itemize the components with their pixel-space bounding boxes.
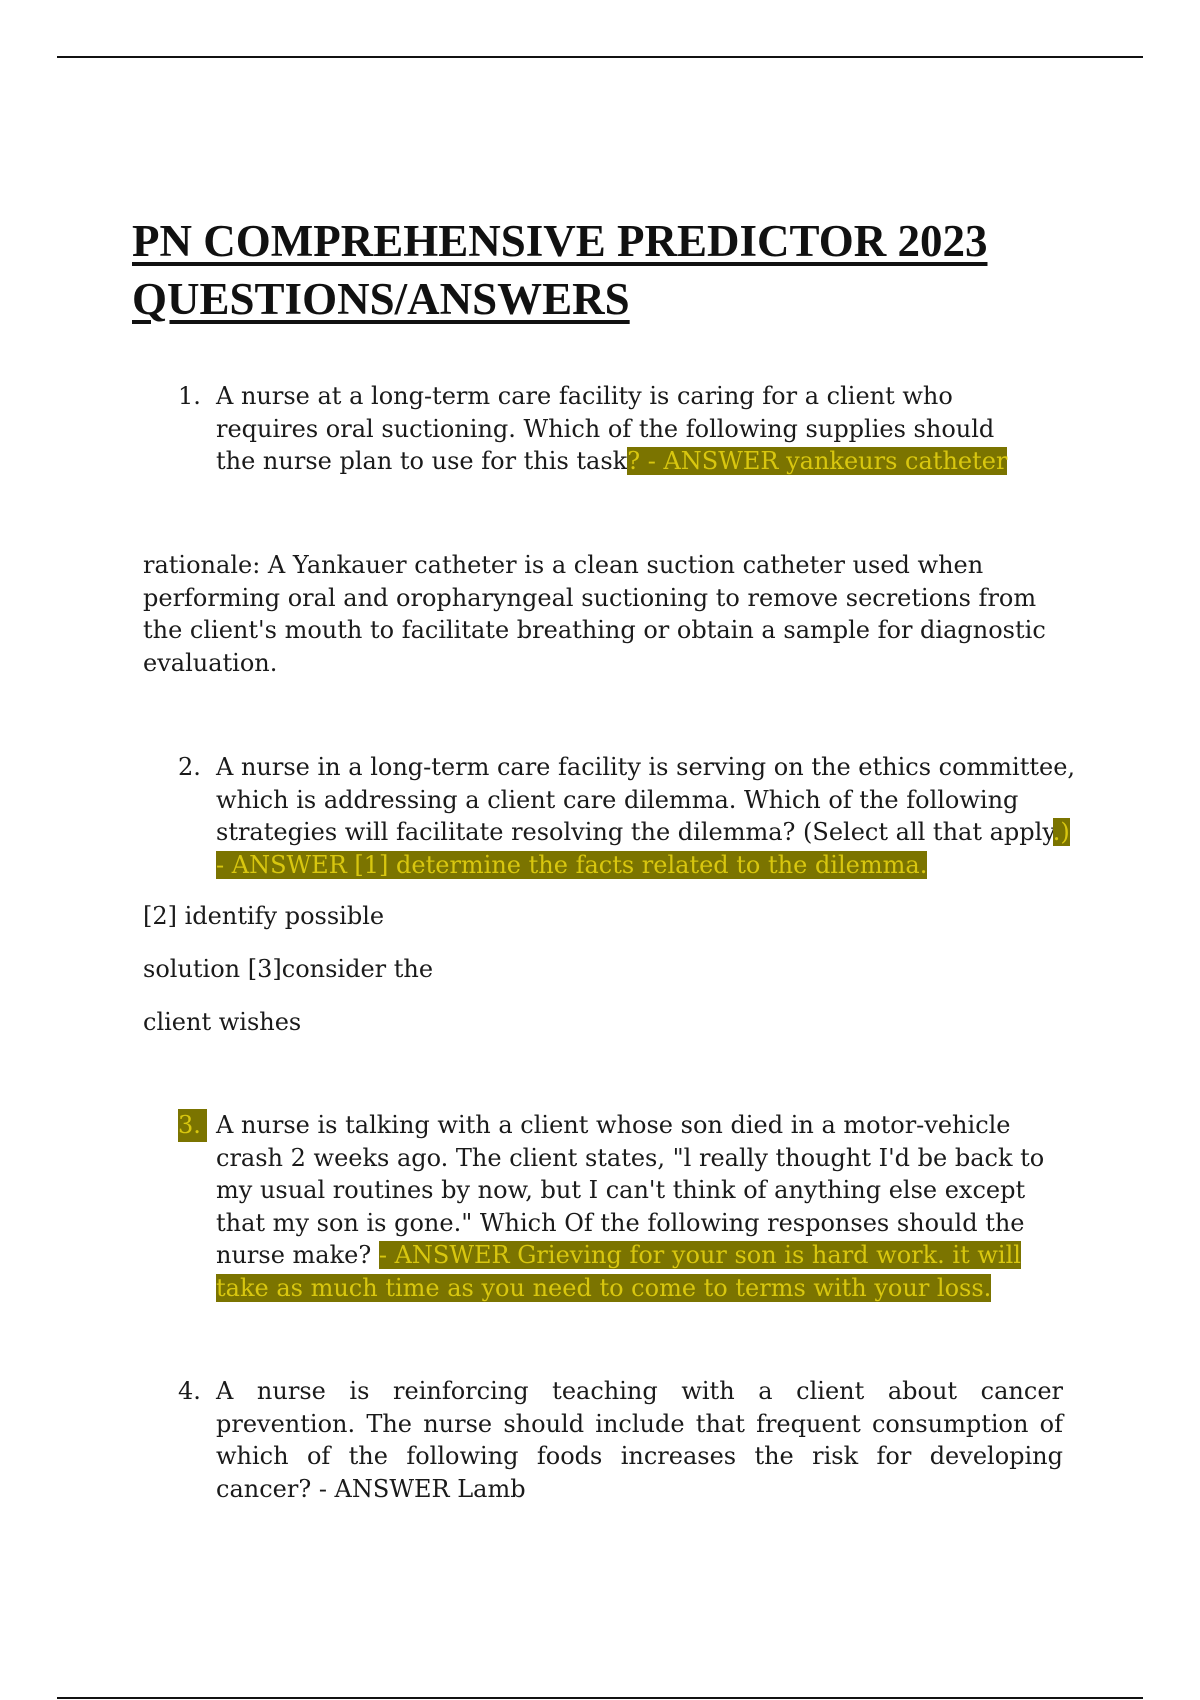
title-line-1: PN COMPREHENSIVE PREDICTOR 2023 <box>132 216 988 266</box>
rationale-line: rationale: A Yankauer catheter is a clean suction catheter used when <box>143 551 984 579</box>
question-number: 2. <box>178 753 201 781</box>
question-line <box>216 849 1098 882</box>
question-4 <box>178 1375 1063 1505</box>
question-line: my usual routines by now, but I can't think of anything else except <box>216 1176 1026 1204</box>
page-title <box>132 212 1092 328</box>
question-line <box>216 445 1083 478</box>
rationale-paragraph <box>143 549 1063 679</box>
question-2 <box>178 751 1098 881</box>
rationale-line: performing oral and oropharyngeal suctioning to remove secretions from <box>143 583 1037 612</box>
question-line: which is addressing a client care dilemma. Which of the following <box>216 785 1019 814</box>
question-line: cancer? - ANSWER Lamb <box>216 1474 526 1503</box>
rationale-line: the client's mouth to facilitate breathing or obtain a sample for diagnostic <box>143 616 1046 644</box>
question-1 <box>178 380 1083 478</box>
answer-highlight: ? - ANSWER yankeurs catheter <box>627 447 1008 475</box>
answer-continuation: client wishes <box>143 1008 302 1036</box>
question-line: requires oral suctioning. Which of the following supplies should <box>216 414 995 443</box>
question-line: prevention. The nurse should include that frequent consumption of <box>216 1409 1063 1438</box>
question-number: 1. <box>178 382 201 410</box>
answer-continuation: solution [3]consider the <box>143 955 434 983</box>
question-line <box>216 1239 1083 1272</box>
question-text <box>216 1109 1083 1304</box>
question-line <box>216 1272 1083 1305</box>
question-text <box>216 1375 1063 1505</box>
answer-highlight: .) <box>1052 818 1070 846</box>
question-line: A nurse in a long-term care facility is serving on the ethics committee, <box>216 753 1076 781</box>
footer-rule <box>57 1697 1143 1699</box>
rationale-line: evaluation. <box>143 648 278 677</box>
answer-highlight: - ANSWER [1] determine the facts related to the dilemma. <box>216 850 928 879</box>
question-text-fragment: nurse make? <box>216 1241 379 1269</box>
question-line: which of the following foods increases the risk for developing <box>216 1442 1063 1470</box>
question-text <box>216 751 1098 881</box>
question-line: crash 2 weeks ago. The client states, "l really thought I'd be back to <box>216 1143 1045 1172</box>
question-line: A nurse at a long-term care facility is caring for a client who <box>216 382 953 410</box>
title-line-2: QUESTIONS/ANSWERS <box>132 274 630 324</box>
question-number: 3. <box>178 1109 207 1142</box>
question-3 <box>178 1109 1083 1304</box>
answer-highlight: - ANSWER Grieving for your son is hard work. it will <box>378 1241 1021 1269</box>
question-line: A nurse is reinforcing teaching with a client about cancer <box>216 1377 1063 1405</box>
header-rule <box>57 56 1143 58</box>
question-line <box>216 816 1098 849</box>
question-line: A nurse is talking with a client whose son died in a motor-vehicle <box>216 1111 1011 1139</box>
question-text-fragment: strategies will facilitate resolving the dilemma? (Select all that apply <box>216 818 1053 846</box>
answer-highlight: come to terms with your loss. <box>631 1273 992 1302</box>
question-text <box>216 380 1083 478</box>
question-line: that my son is gone." Which Of the following responses should the <box>216 1208 1025 1237</box>
answer-continuation: [2] identify possible <box>143 902 385 930</box>
question-number: 4. <box>178 1377 201 1405</box>
question-text-fragment: the nurse plan to use for this task <box>216 447 628 475</box>
answer-highlight: take as much time as you need to <box>216 1273 632 1302</box>
